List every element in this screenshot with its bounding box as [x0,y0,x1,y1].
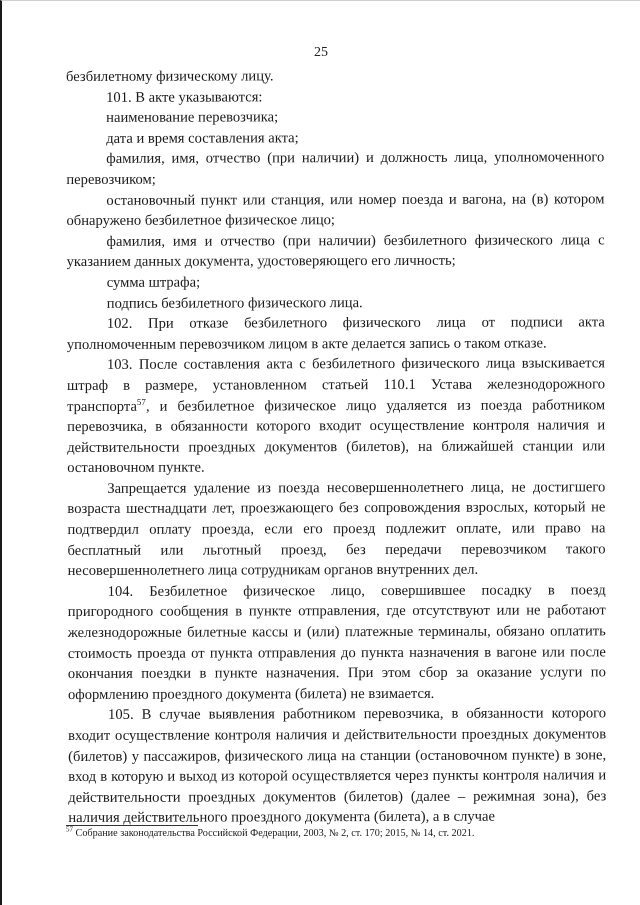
paragraph-1: 101. В акте указываются: [106,88,263,106]
paragraph-7: сумма штрафа; [106,274,201,291]
paragraph-6: фамилия, имя и отчество (при наличии) безбилетного физического лица с указанием данных документа, удостоверяющего его личность; [66,232,605,271]
page-number: 25 [314,45,328,60]
paragraph-11: Запрещается удаление из поезда несовершеннолетнего лица, не достигшего возраста шестнадцати лет, проезжающего без сопровождения взрослых, который не подтвердил оплату проезда, если его проезд подлежит оплате, или право на бесплатный или льготный проезд, без передачи перевозчиком такого несовершеннолетнего лица сотрудникам органов внутренних дел. [67,479,606,580]
paragraph-8: подпись безбилетного физического лица. [106,294,363,312]
paragraph-0: безбилетному физическому лицу. [66,68,274,85]
footnote-text: Собрание законодательства Российской Федерации, 2003, № 2, ст. 170; 2015, № 14, ст. 2021. [73,828,475,839]
paragraph-4: фамилия, имя, отчество (при наличии) и должность лица, уполномоченного перевозчиком; [66,149,605,188]
body-text [66,65,606,829]
paragraph-13: 105. В случае выявления работником перевозчика, в обязанности которого входит осуществление контроля наличия и действительности проездных документов (билетов) у пассажиров, физического лица на станции (остановочном пункте) в зоне, вход в которую и выход из которой осуществляется через пункты контроля наличия и действительности проездных документов (билетов) (далее – режимная зона), без наличия действительного проездного документа (билета), а в случае [68,705,607,827]
footnote [66,827,604,840]
paragraph-10 [67,354,605,479]
footnote-reference[interactable]: 57 [136,396,146,407]
paragraph-5: остановочный пункт или станция, или номер поезда и вагона, на (в) котором обнаружено безбилетное физическое лицо; [66,190,605,230]
footnote-marker: 57 [66,825,73,834]
paragraph-10-text-after: , и безбилетное физическое лицо удаляется из поезда работником перевозчика, в обязанности которого входит осуществление контроля наличия и действительности проездных документов (билетов), на ближайшей станции или остановочном пункте. [67,396,606,477]
paragraph-12: 104. Безбилетное физическое лицо, совершившее посадку в поезд пригородного сообщения в пункте отправления, где отсутствуют или не работают железнодорожные билетные кассы и (или) платежные терминалы, обязано оплатить стоимость проезда от пункта отправления до пункта назначения в вагоне или после окончания поездки в пункте назначения. При этом сбор за оказание услуги по оформлению проездного документа (билета) не взимается. [67,582,606,703]
paragraph-9: 102. При отказе безбилетного физического лица от подписи акта уполномоченным перевозчиком лицом в акте делается запись о таком отказе. [66,314,605,353]
paragraph-3: дата и время составления акта; [106,130,299,147]
footnote-divider [66,825,198,826]
paragraph-2: наименование перевозчика; [106,109,279,127]
paragraph-10-text: 103. После составления акта с безбилетного физического лица взыскивается штраф в размере, установленном статьей 110.1 Устава железнодорожного транспорта [66,355,606,415]
